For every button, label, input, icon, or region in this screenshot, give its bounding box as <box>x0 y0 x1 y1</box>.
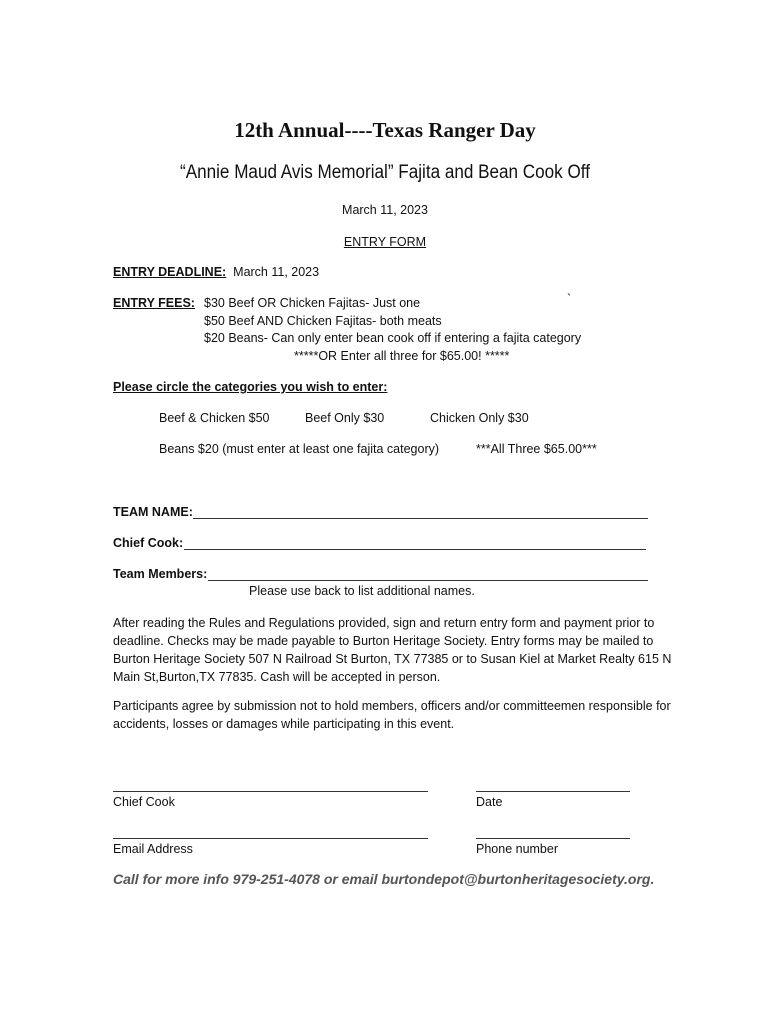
instructions-paragraph: After reading the Rules and Regulations provided, sign and return entry form and payment prior to deadline. Checks may be made payable to Burton Heritage Society. Entry forms may be mailed to Burton Heritage Society 507 N Railroad St Burton, TX 77385 or to Susan Kiel at Market Realty 615 N Main St,Burton,TX 77835. Cash will be accepted in person. <box>113 616 672 684</box>
phone-label: Phone number <box>476 842 559 856</box>
form-subtitle: “Annie Maud Avis Memorial” Fajita and Bean Cook Off <box>180 162 590 183</box>
chief-cook-label: Chief Cook: <box>113 536 184 550</box>
fee-line-2: $50 Beef AND Chicken Fajitas- both meats <box>204 314 442 328</box>
category-beef-only[interactable]: Beef Only $30 <box>305 411 385 425</box>
team-name-label: TEAM NAME: <box>113 505 193 519</box>
stray-mark: ` <box>567 292 572 306</box>
entry-deadline-label: ENTRY DEADLINE: <box>113 265 227 279</box>
date-signature-line[interactable] <box>476 791 630 792</box>
category-beef-chicken[interactable]: Beef & Chicken $50 <box>159 411 270 425</box>
entry-form-label: ENTRY FORM <box>343 235 427 249</box>
fee-line-1: $30 Beef OR Chicken Fajitas- Just one <box>204 296 421 310</box>
form-title: 12th Annual----Texas Ranger Day <box>234 118 536 142</box>
email-line[interactable] <box>113 838 428 839</box>
fee-line-3: $20 Beans- Can only enter bean cook off if entering a fajita category <box>204 331 582 345</box>
fee-line-4: *****OR Enter all three for $65.00! ***** <box>294 349 510 363</box>
contact-info-footer: Call for more info 979-251-4078 or email burtondepot@burtonheritagesociety.org. <box>113 871 655 887</box>
category-all-three[interactable]: ***All Three $65.00*** <box>476 442 597 456</box>
team-name-field[interactable] <box>193 518 648 519</box>
team-members-label: Team Members: <box>113 567 208 581</box>
category-chicken-only[interactable]: Chicken Only $30 <box>430 411 529 425</box>
liability-paragraph: Participants agree by submission not to hold members, officers and/or committeemen responsible for accidents, losses or damages while participating in this event. <box>113 699 671 731</box>
categories-heading: Please circle the categories you wish to enter: <box>113 380 388 394</box>
entry-fees-label: ENTRY FEES: <box>113 296 195 310</box>
chief-cook-field[interactable] <box>184 549 646 550</box>
chief-cook-signature-line[interactable] <box>113 791 428 792</box>
team-members-field[interactable] <box>208 580 648 581</box>
team-members-note: Please use back to list additional names. <box>249 584 475 598</box>
entry-deadline-value: March 11, 2023 <box>233 265 320 279</box>
phone-line[interactable] <box>476 838 630 839</box>
date-signature-label: Date <box>476 795 503 809</box>
entry-deadline <box>113 265 319 279</box>
chief-cook-signature-label: Chief Cook <box>113 795 175 809</box>
category-beans[interactable]: Beans $20 (must enter at least one fajita category) <box>159 442 440 456</box>
email-label: Email Address <box>113 842 193 856</box>
event-date: March 11, 2023 <box>342 203 428 217</box>
